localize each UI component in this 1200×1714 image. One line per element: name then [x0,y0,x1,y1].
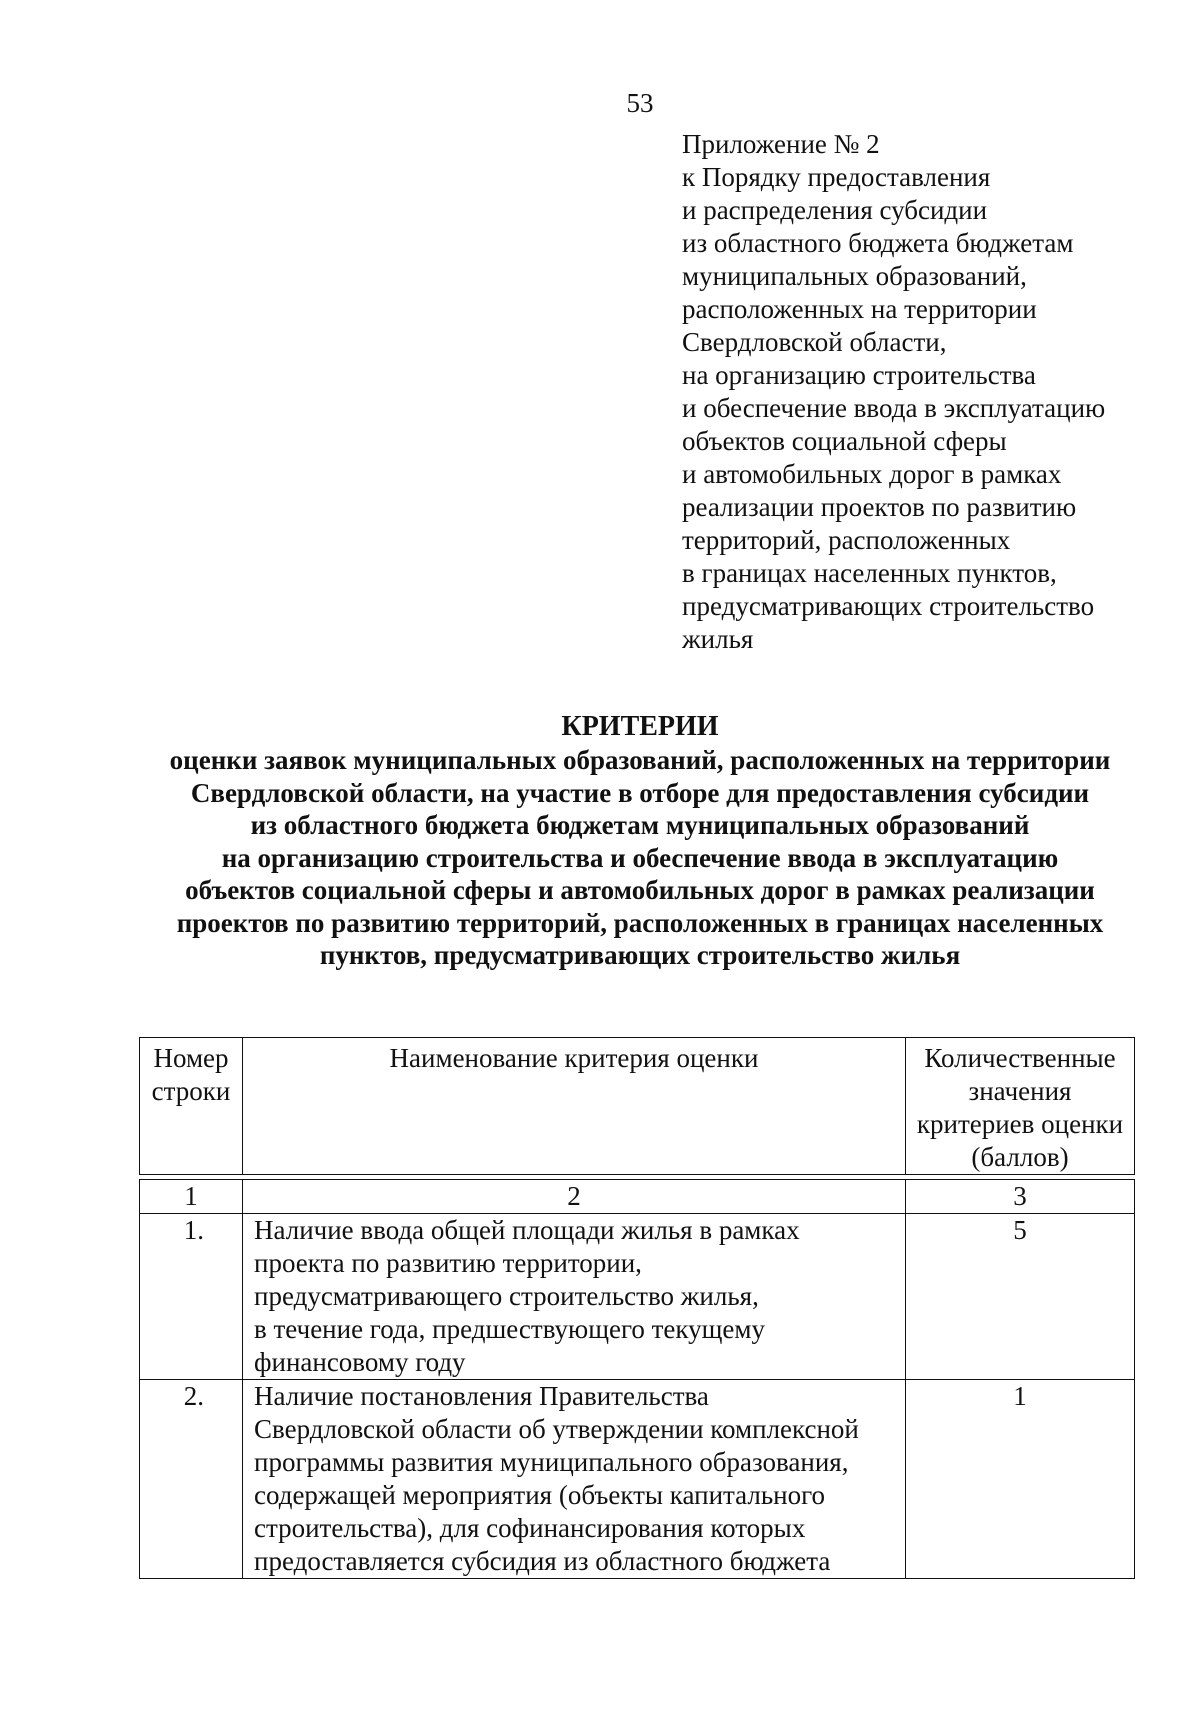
criterion-line: программы развития муниципального образования, [254,1447,849,1477]
criterion-line: строительства), для софинансирования которых [254,1513,806,1543]
appendix-line: и распределения субсидии [682,195,988,225]
criterion-line: Наличие постановления Правительства [254,1381,709,1411]
page-number: 53 [626,88,654,118]
criteria-table [139,1037,1135,1579]
row-number: 1. [140,1214,243,1380]
criterion-line: в течение года, предшествующего текущему [254,1314,765,1344]
appendix-line: Свердловской области, [682,327,947,357]
criterion-line: финансовому году [254,1347,466,1377]
header-number: Номер строки [140,1038,243,1175]
appendix-line: из областного бюджета бюджетам [682,228,1074,258]
title-line: оценки заявок муниципальных образований, расположенных на территории [169,745,1111,775]
index-cell: 3 [906,1180,1135,1214]
title-line: из областного бюджета бюджетам муниципальных образований [250,810,1030,840]
row-score: 5 [906,1214,1135,1380]
appendix-line: Приложение № 2 [682,129,880,159]
appendix-line: в границах населенных пунктов, [682,558,1057,588]
row-criterion [243,1380,906,1579]
criterion-line: предусматривающего строительство жилья, [254,1281,759,1311]
table-row [140,1214,1135,1380]
appendix-line: жилья [682,624,754,654]
index-cell: 1 [140,1180,243,1214]
appendix-line: на организацию строительства [682,360,1036,390]
index-cell: 2 [243,1180,906,1214]
title-line: на организацию строительства и обеспечение ввода в эксплуатацию [221,842,1059,873]
appendix-line: территорий, расположенных [682,525,1011,555]
title-line: объектов социальной сферы и автомобильных дорог в рамках реализации [185,875,1095,905]
title-line: Свердловской области, на участие в отборе для предоставления субсидии [190,777,1090,808]
criterion-line: предоставляется субсидия из областного бюджета [254,1546,831,1576]
appendix-line: муниципальных образований, [682,261,1027,291]
appendix-reference [682,128,1182,656]
title-line: проектов по развитию территорий, расположенных в границах населенных [176,907,1104,938]
row-score: 1 [906,1380,1135,1579]
criterion-line: проекта по развитию территории, [254,1248,642,1278]
row-criterion [243,1214,906,1380]
document-title [90,710,1190,972]
row-number: 2. [140,1380,243,1579]
criterion-line: содержащей мероприятия (объекты капитального [254,1480,826,1510]
appendix-line: и обеспечение ввода в эксплуатацию [682,393,1106,423]
criterion-line: Свердловской области об утверждении комплексной [254,1414,859,1444]
header-name: Наименование критерия оценки [243,1038,906,1175]
appendix-line: предусматривающих строительство [682,591,1095,621]
appendix-line: реализации проектов по развитию [682,492,1077,522]
criterion-line: Наличие ввода общей площади жилья в рамках [254,1215,800,1245]
title-heading: КРИТЕРИИ [561,711,719,742]
header-quantity: Количественные значения критериев оценки (баллов) [906,1038,1135,1175]
appendix-line: расположенных на территории [682,294,1037,324]
appendix-line: и автомобильных дорог в рамках [682,459,1062,489]
table-index-row [140,1180,1135,1214]
appendix-line: объектов социальной сферы [682,426,1007,456]
table-header-row [140,1038,1135,1175]
appendix-line: к Порядку предоставления [682,162,991,192]
table-row [140,1380,1135,1579]
title-line: пунктов, предусматривающих строительство жилья [319,940,961,970]
